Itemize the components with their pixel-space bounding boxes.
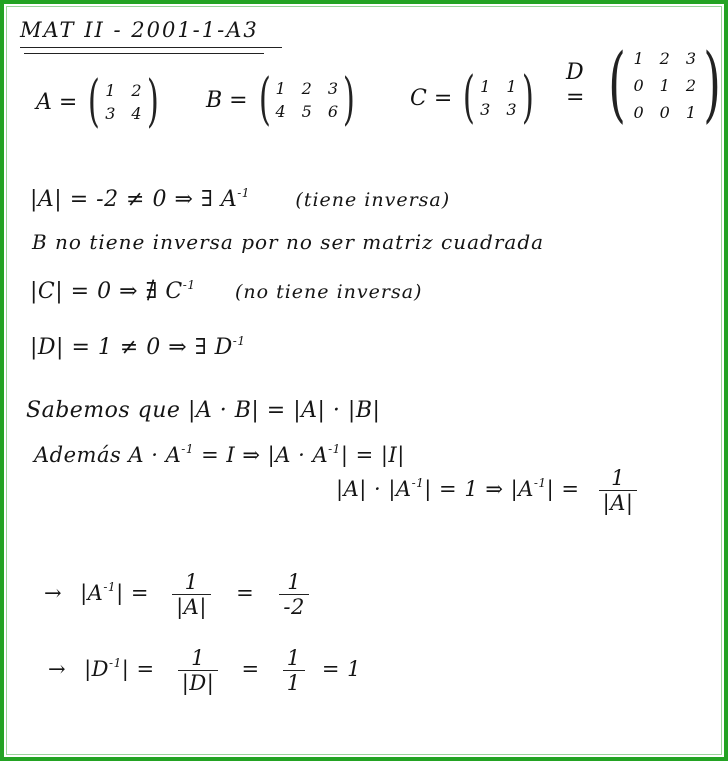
matrix-cell: 0 (633, 102, 644, 122)
result-d-inverse (48, 646, 361, 695)
product-mid: | = 1 ⇒ |A (424, 477, 534, 501)
line-sabemos: Sabemos que |A · B| = |A| · |B| (26, 398, 381, 423)
matrix-grid (275, 79, 338, 121)
inverse-exponent: -1 (533, 476, 547, 490)
matrix-cell: 1 (506, 77, 517, 96)
left-paren: ( (258, 67, 271, 132)
matrix-cell: 2 (659, 48, 670, 68)
line-det-d (30, 334, 246, 360)
ademas-text: Además A · A (34, 443, 182, 467)
matrix-cell: 1 (275, 79, 286, 98)
line-det-c (30, 278, 422, 304)
matrix-cell: 4 (131, 104, 142, 123)
matrix-cell: 1 (659, 75, 670, 95)
title-underline-2 (24, 53, 264, 54)
matrix-name: C = (410, 85, 453, 111)
fraction-denominator: |A| (172, 594, 211, 619)
det-a-note: (tiene inversa) (295, 189, 451, 211)
arrow-icon: → (48, 657, 67, 681)
right-paren: ) (146, 69, 159, 134)
page-title: MAT II - 2001-1-A3 (20, 18, 259, 42)
result-equals: | = (121, 657, 155, 681)
inverse-exponent: -1 (182, 278, 196, 292)
inverse-fraction (599, 466, 638, 515)
matrix-grid (633, 49, 696, 122)
fraction-denominator: 1 (283, 670, 305, 695)
fraction-numerator: 1 (287, 570, 302, 594)
arrow-icon: → (44, 581, 63, 605)
matrix-cell: 5 (301, 102, 312, 121)
matrix-cell: 3 (327, 79, 339, 98)
ademas-end: | = |I| (340, 443, 405, 467)
matrix-c (410, 65, 538, 130)
matrix-cell: 1 (105, 81, 116, 100)
matrix-cell: 2 (685, 75, 696, 95)
matrix-name: B = (206, 87, 248, 113)
line-det-product (336, 466, 641, 515)
fraction-numerator: 1 (191, 646, 205, 670)
matrix-cell: 6 (327, 102, 339, 121)
matrix-cell: 0 (633, 75, 644, 95)
fraction-numerator: 1 (286, 646, 301, 670)
result-a-inverse (44, 570, 313, 619)
det-a-text: |A| = -2 ≠ 0 ⇒ ∃ A (30, 187, 238, 212)
result-lhs: |A (80, 581, 104, 605)
title-underline (20, 47, 282, 48)
result-equals: = (241, 657, 260, 681)
matrix-cell: 4 (275, 102, 286, 121)
result-fraction (178, 646, 219, 695)
inverse-exponent: -1 (181, 442, 194, 456)
matrix-d (566, 37, 728, 132)
matrix-cell: 3 (105, 104, 116, 123)
product-text: |A| · |A (336, 477, 412, 501)
inverse-exponent: -1 (237, 186, 250, 200)
result-fraction (283, 646, 305, 695)
result-final: = 1 (321, 657, 361, 681)
matrix-cell: 1 (685, 102, 696, 122)
line-ademas (34, 442, 405, 467)
matrix-cell: 3 (506, 100, 517, 119)
fraction-numerator: 1 (611, 466, 625, 490)
right-paren: ) (703, 37, 721, 132)
inverse-exponent: -1 (328, 442, 341, 456)
left-paren: ( (608, 37, 627, 132)
matrix-cell: 2 (131, 81, 142, 100)
matrix-name: A = (36, 89, 78, 115)
det-c-note: (no tiene inversa) (234, 281, 423, 303)
matrix-grid (480, 77, 516, 119)
det-d-text: |D| = 1 ≠ 0 ⇒ ∃ D (30, 335, 233, 360)
left-paren: ( (463, 65, 476, 130)
ademas-mid: = I ⇒ |A · A (193, 443, 329, 467)
matrix-name: D = (566, 60, 585, 110)
matrix-b (206, 67, 360, 132)
inverse-exponent: -1 (109, 656, 122, 670)
right-paren: ) (342, 67, 355, 132)
line-det-a (30, 186, 450, 212)
result-equals: | = (116, 581, 149, 605)
matrix-a (36, 69, 163, 134)
left-paren: ( (88, 69, 101, 134)
matrix-cell: 1 (480, 77, 491, 96)
inverse-exponent: -1 (232, 334, 246, 348)
matrix-cell: 0 (659, 102, 670, 122)
matrix-cell: 1 (633, 48, 644, 68)
fraction-numerator: 1 (184, 570, 199, 594)
inverse-exponent: -1 (103, 580, 117, 594)
line-b-no-inverse: B no tiene inversa por no ser matriz cuadrada (32, 230, 545, 254)
fraction-denominator: |D| (178, 670, 219, 695)
product-end: | = (546, 477, 580, 501)
fraction-denominator: -2 (279, 594, 308, 619)
matrix-cell: 3 (480, 100, 491, 119)
result-fraction (172, 570, 211, 619)
matrix-cell: 2 (301, 79, 312, 98)
matrix-grid (105, 81, 141, 123)
result-fraction (279, 570, 308, 619)
matrix-cell: 3 (685, 48, 696, 68)
result-equals: = (236, 581, 255, 605)
det-c-text: |C| = 0 ⇒ ∄ C (30, 279, 183, 304)
inverse-exponent: -1 (411, 476, 425, 490)
result-lhs: |D (84, 657, 110, 681)
right-paren: ) (521, 65, 534, 130)
fraction-denominator: |A| (599, 490, 638, 515)
